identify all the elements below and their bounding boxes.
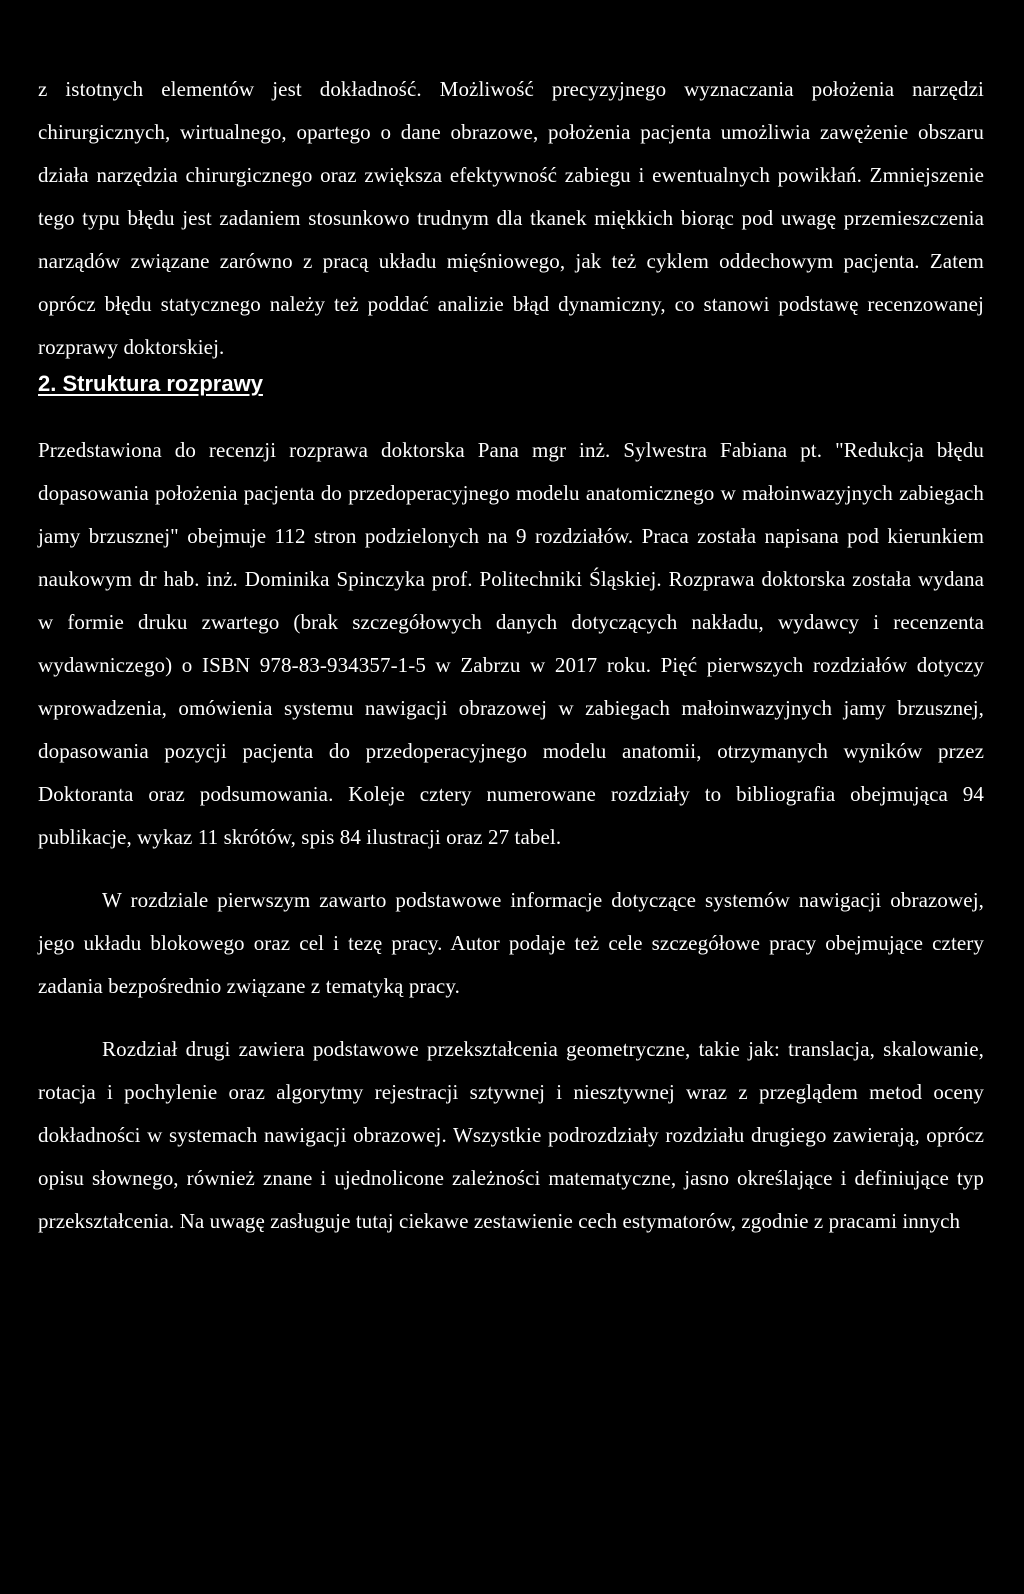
section-heading-structure: 2. Struktura rozprawy	[38, 371, 263, 396]
document-page	[38, 68, 984, 1243]
paragraph-accuracy-intro: z istotnych elementów jest dokładność. Możliwość precyzyjnego wyznaczania położenia narzędzi chirurgicznych, wirtualnego, opartego o dane obrazowe, położenia pacjenta umożliwia zawężenie obszaru działa narzędzia chirurgicznego oraz zwiększa efektywność zabiegu i ewentualnych powikłań. Zmniejszenie tego typu błędu jest zadaniem stosunkowo trudnym dla tkanek miękkich biorąc pod uwagę przemieszczenia narządów związane zarówno z pracą układu mięśniowego, jak też cyklem oddechowym pacjenta. Zatem oprócz błędu statycznego należy też poddać analizie błąd dynamiczny, co stanowi podstawę recenzowanej rozprawy doktorskiej.	[38, 77, 984, 359]
paragraph-chapter-two: Rozdział drugi zawiera podstawowe przekształcenia geometryczne, takie jak: translacja, skalowanie, rotacja i pochylenie oraz algorytmy rejestracji sztywnej i niesztywnej wraz z przeglądem metod oceny dokładności w systemach nawigacji obrazowej. Wszystkie podrozdziały rozdziału drugiego zawierają, oprócz opisu słownego, również znane i ujednolicone zależności matematyczne, jasno określające i definiujące typ przekształcenia. Na uwagę zasługuje tutaj ciekawe zestawienie cech estymatorów, zgodnie z pracami innych	[38, 1037, 984, 1233]
paragraph-structure-overview: Przedstawiona do recenzji rozprawa doktorska Pana mgr inż. Sylwestra Fabiana pt. "Redukcja błędu dopasowania położenia pacjenta do przedoperacyjnego modelu anatomicznego w małoinwazyjnych zabiegach jamy brzusznej" obejmuje 112 stron podzielonych na 9 rozdziałów. Praca została napisana pod kierunkiem naukowym dr hab. inż. Dominika Spinczyka prof. Politechniki Śląskiej. Rozprawa doktorska została wydana w formie druku zwartego (brak szczegółowych danych dotyczących nakładu, wydawcy i recenzenta wydawniczego) o ISBN 978-83-934357-1-5 w Zabrzu w 2017 roku. Pięć pierwszych rozdziałów dotyczy wprowadzenia, omówienia systemu nawigacji obrazowej w zabiegach małoinwazyjnych jamy brzusznej, dopasowania pozycji pacjenta do przedoperacyjnego modelu anatomii, otrzymanych wyników przez Doktoranta oraz podsumowania. Koleje cztery numerowane rozdziały to bibliografia obejmująca 94 publikacje, wykaz 11 skrótów, spis 84 ilustracji oraz 27 tabel.	[38, 438, 984, 849]
paragraph-chapter-one: W rozdziale pierwszym zawarto podstawowe informacje dotyczące systemów nawigacji obrazowej, jego układu blokowego oraz cel i tezę pracy. Autor podaje też cele szczegółowe pracy obejmujące cztery zadania bezpośrednio związane z tematyką pracy.	[38, 888, 984, 998]
